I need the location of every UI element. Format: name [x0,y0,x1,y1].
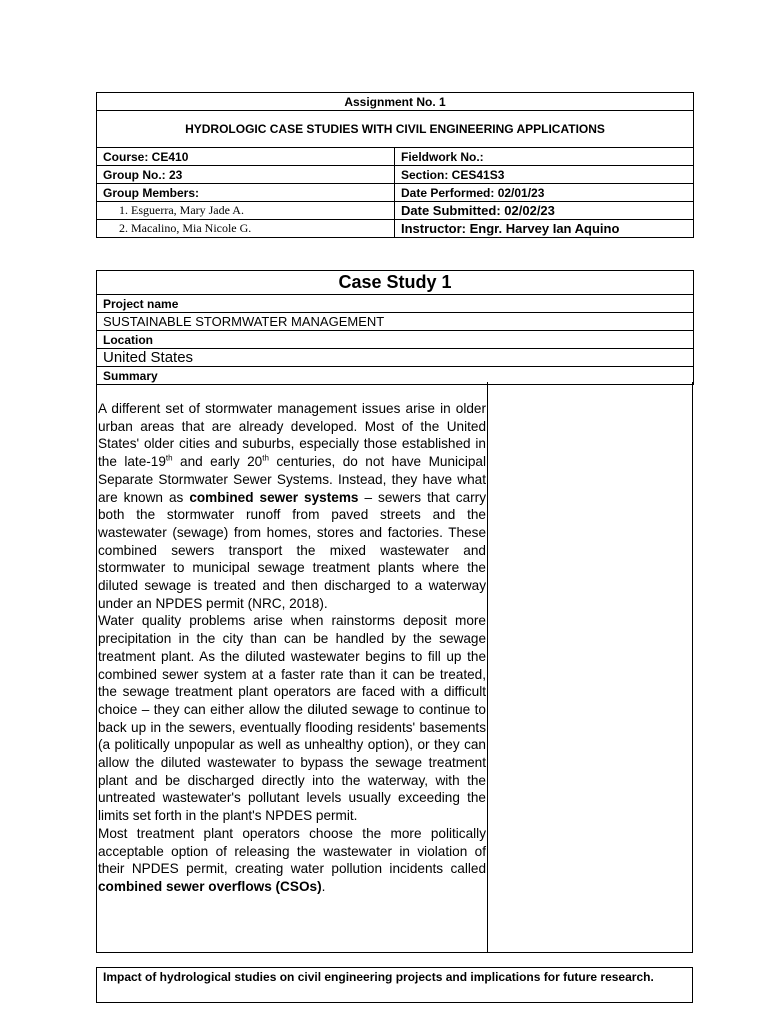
member-2-cell [97,220,395,238]
project-name-value: SUSTAINABLE STORMWATER MANAGEMENT [97,313,694,331]
case-study-title: Case Study 1 [97,271,694,295]
date-submitted-cell: Date Submitted: 02/02/23 [395,202,694,220]
group-members-label: Group Members: [97,184,395,202]
fieldwork-cell: Fieldwork No.: [395,148,694,166]
column-divider [487,382,488,952]
location-label: Location [97,331,694,349]
group-number-cell: Group No.: 23 [97,166,395,184]
summary-box [96,382,693,953]
p3-bold-term: combined sewer overflows (CSOs) [98,878,322,894]
p1-text-a: A different set of stormwater management issues arise in older urban areas that are already developed. Most of the United States' older cities and suburbs, especially those established in the late-19 [98,401,486,470]
course-cell: Course: CE410 [97,148,395,166]
summary-paragraph-2: Water quality problems arise when rainstorms deposit more precipitation in the city than can be handled by the sewage treatment plant. As the diluted wastewater begins to fill up the combined sewer system at a faster rate than it can be treated, the sewage treatment plant operators are faced with a difficult choice – they can either allow the diluted sewage to continue to back up in the sewers, eventually flooding residents' basements (a politically unpopular as well as unhealthy option), or they can allow the diluted wastewater to bypass the sewage treatment plant and be discharged directly into the waterway, with the untreated wastewater's pollutant levels usually exceeding the limits set forth in the plant's NPDES permit. [98,613,486,824]
member-2: 2. Macalino, Mia Nicole G. [119,221,252,235]
section-cell: Section: CES41S3 [395,166,694,184]
location-value: United States [97,349,694,367]
instructor-cell: Instructor: Engr. Harvey Ian Aquino [395,220,694,238]
summary-text [98,400,486,896]
summary-label: Summary [97,367,694,385]
date-performed-cell: Date Performed: 02/01/23 [395,184,694,202]
p1-text-b: and early 20 [172,454,263,470]
p1-superscript-1: th [165,453,173,463]
summary-paragraph-1 [98,400,486,612]
p1-superscript-2: th [262,453,269,463]
assignment-title: HYDROLOGIC CASE STUDIES WITH CIVIL ENGINEERING APPLICATIONS [97,111,694,148]
case-study-table [96,270,694,385]
impact-heading: Impact of hydrological studies on civil engineering projects and implications for future research. [96,967,693,1003]
p1-text-d: – sewers that carry both the stormwater runoff from paved streets and the wastewater (sewage) from homes, stores and factories. These combined sewers transport the mixed wastewater and stormwater to municipal sewage treatment plants where the diluted sewage is treated and then discharged to a waterway under an NPDES permit (NRC, 2018). [98,489,486,611]
assignment-header-table [96,92,694,238]
assignment-number: Assignment No. 1 [97,93,694,111]
p3-text-a: Most treatment plant operators choose the more politically acceptable option of releasing the wastewater in violation of their NPDES permit, creating water pollution incidents called [98,825,486,877]
p1-bold-term: combined sewer systems [189,489,359,505]
project-name-label: Project name [97,295,694,313]
p3-text-end: . [321,878,326,894]
summary-paragraph-3 [98,825,486,896]
member-1-cell [97,202,395,220]
member-1: 1. Esguerra, Mary Jade A. [119,203,244,217]
p1-text-c: centuries, do not have Municipal Separate Stormwater Sewer Systems. Instead, they have what are known as [98,454,486,505]
